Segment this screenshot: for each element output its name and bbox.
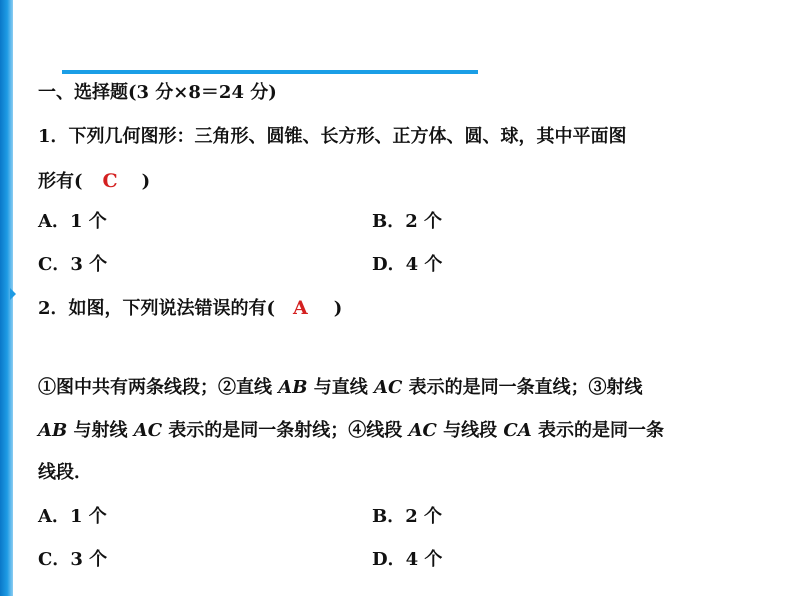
- q1-stem-line2: [38, 170, 150, 193]
- q2-statement-line2: [38, 420, 664, 442]
- q2-option-d: D．4 个: [372, 549, 443, 570]
- q2-text: 表示的是同一条直线；③射线: [402, 377, 643, 398]
- q1-stem-prefix: 形有(: [38, 171, 83, 192]
- q2-text: 与射线: [67, 420, 134, 441]
- q2-text: ①图中共有两条线段；②直线: [38, 377, 279, 398]
- q1-option-d: D．4 个: [372, 254, 443, 275]
- q2-math: AC: [374, 377, 403, 398]
- q2-option-b: B．2 个: [372, 506, 443, 527]
- q2-option-c: C．3 个: [38, 549, 108, 570]
- q1-option-c: C．3 个: [38, 254, 108, 275]
- q2-text: 与直线: [307, 377, 374, 398]
- q2-text: 表示的是同一条射线；④线段: [162, 420, 409, 441]
- q2-answer: A: [293, 297, 308, 319]
- q2-stem-prefix: 2．如图，下列说法错误的有(: [38, 298, 276, 319]
- side-bar-notch: [10, 288, 16, 300]
- q2-stem: [38, 297, 342, 320]
- q1-close-paren: ): [141, 171, 151, 192]
- q2-statement-line3: 线段．: [38, 462, 92, 483]
- q2-statement-line1: [38, 377, 643, 399]
- q2-math: AC: [408, 420, 437, 441]
- q2-text: 与线段: [436, 420, 504, 441]
- q2-math: CA: [503, 420, 532, 441]
- header-rule: [62, 70, 478, 74]
- section-title: 一、选择题(3 分×8＝24 分): [38, 82, 277, 103]
- q2-option-a: A．1 个: [38, 506, 107, 527]
- q2-math: AB: [278, 377, 308, 398]
- q2-close-paren: ): [333, 298, 343, 319]
- q2-text: 表示的是同一条: [531, 420, 664, 441]
- q1-answer: C: [102, 170, 118, 192]
- q2-math: AC: [133, 420, 163, 441]
- q2-math: AB: [38, 420, 68, 441]
- q1-stem-line1: 1．下列几何图形：三角形、圆锥、长方形、正方体、圆、球，其中平面图: [38, 126, 627, 147]
- q1-option-b: B．2 个: [372, 211, 443, 232]
- q1-option-a: A．1 个: [38, 211, 107, 232]
